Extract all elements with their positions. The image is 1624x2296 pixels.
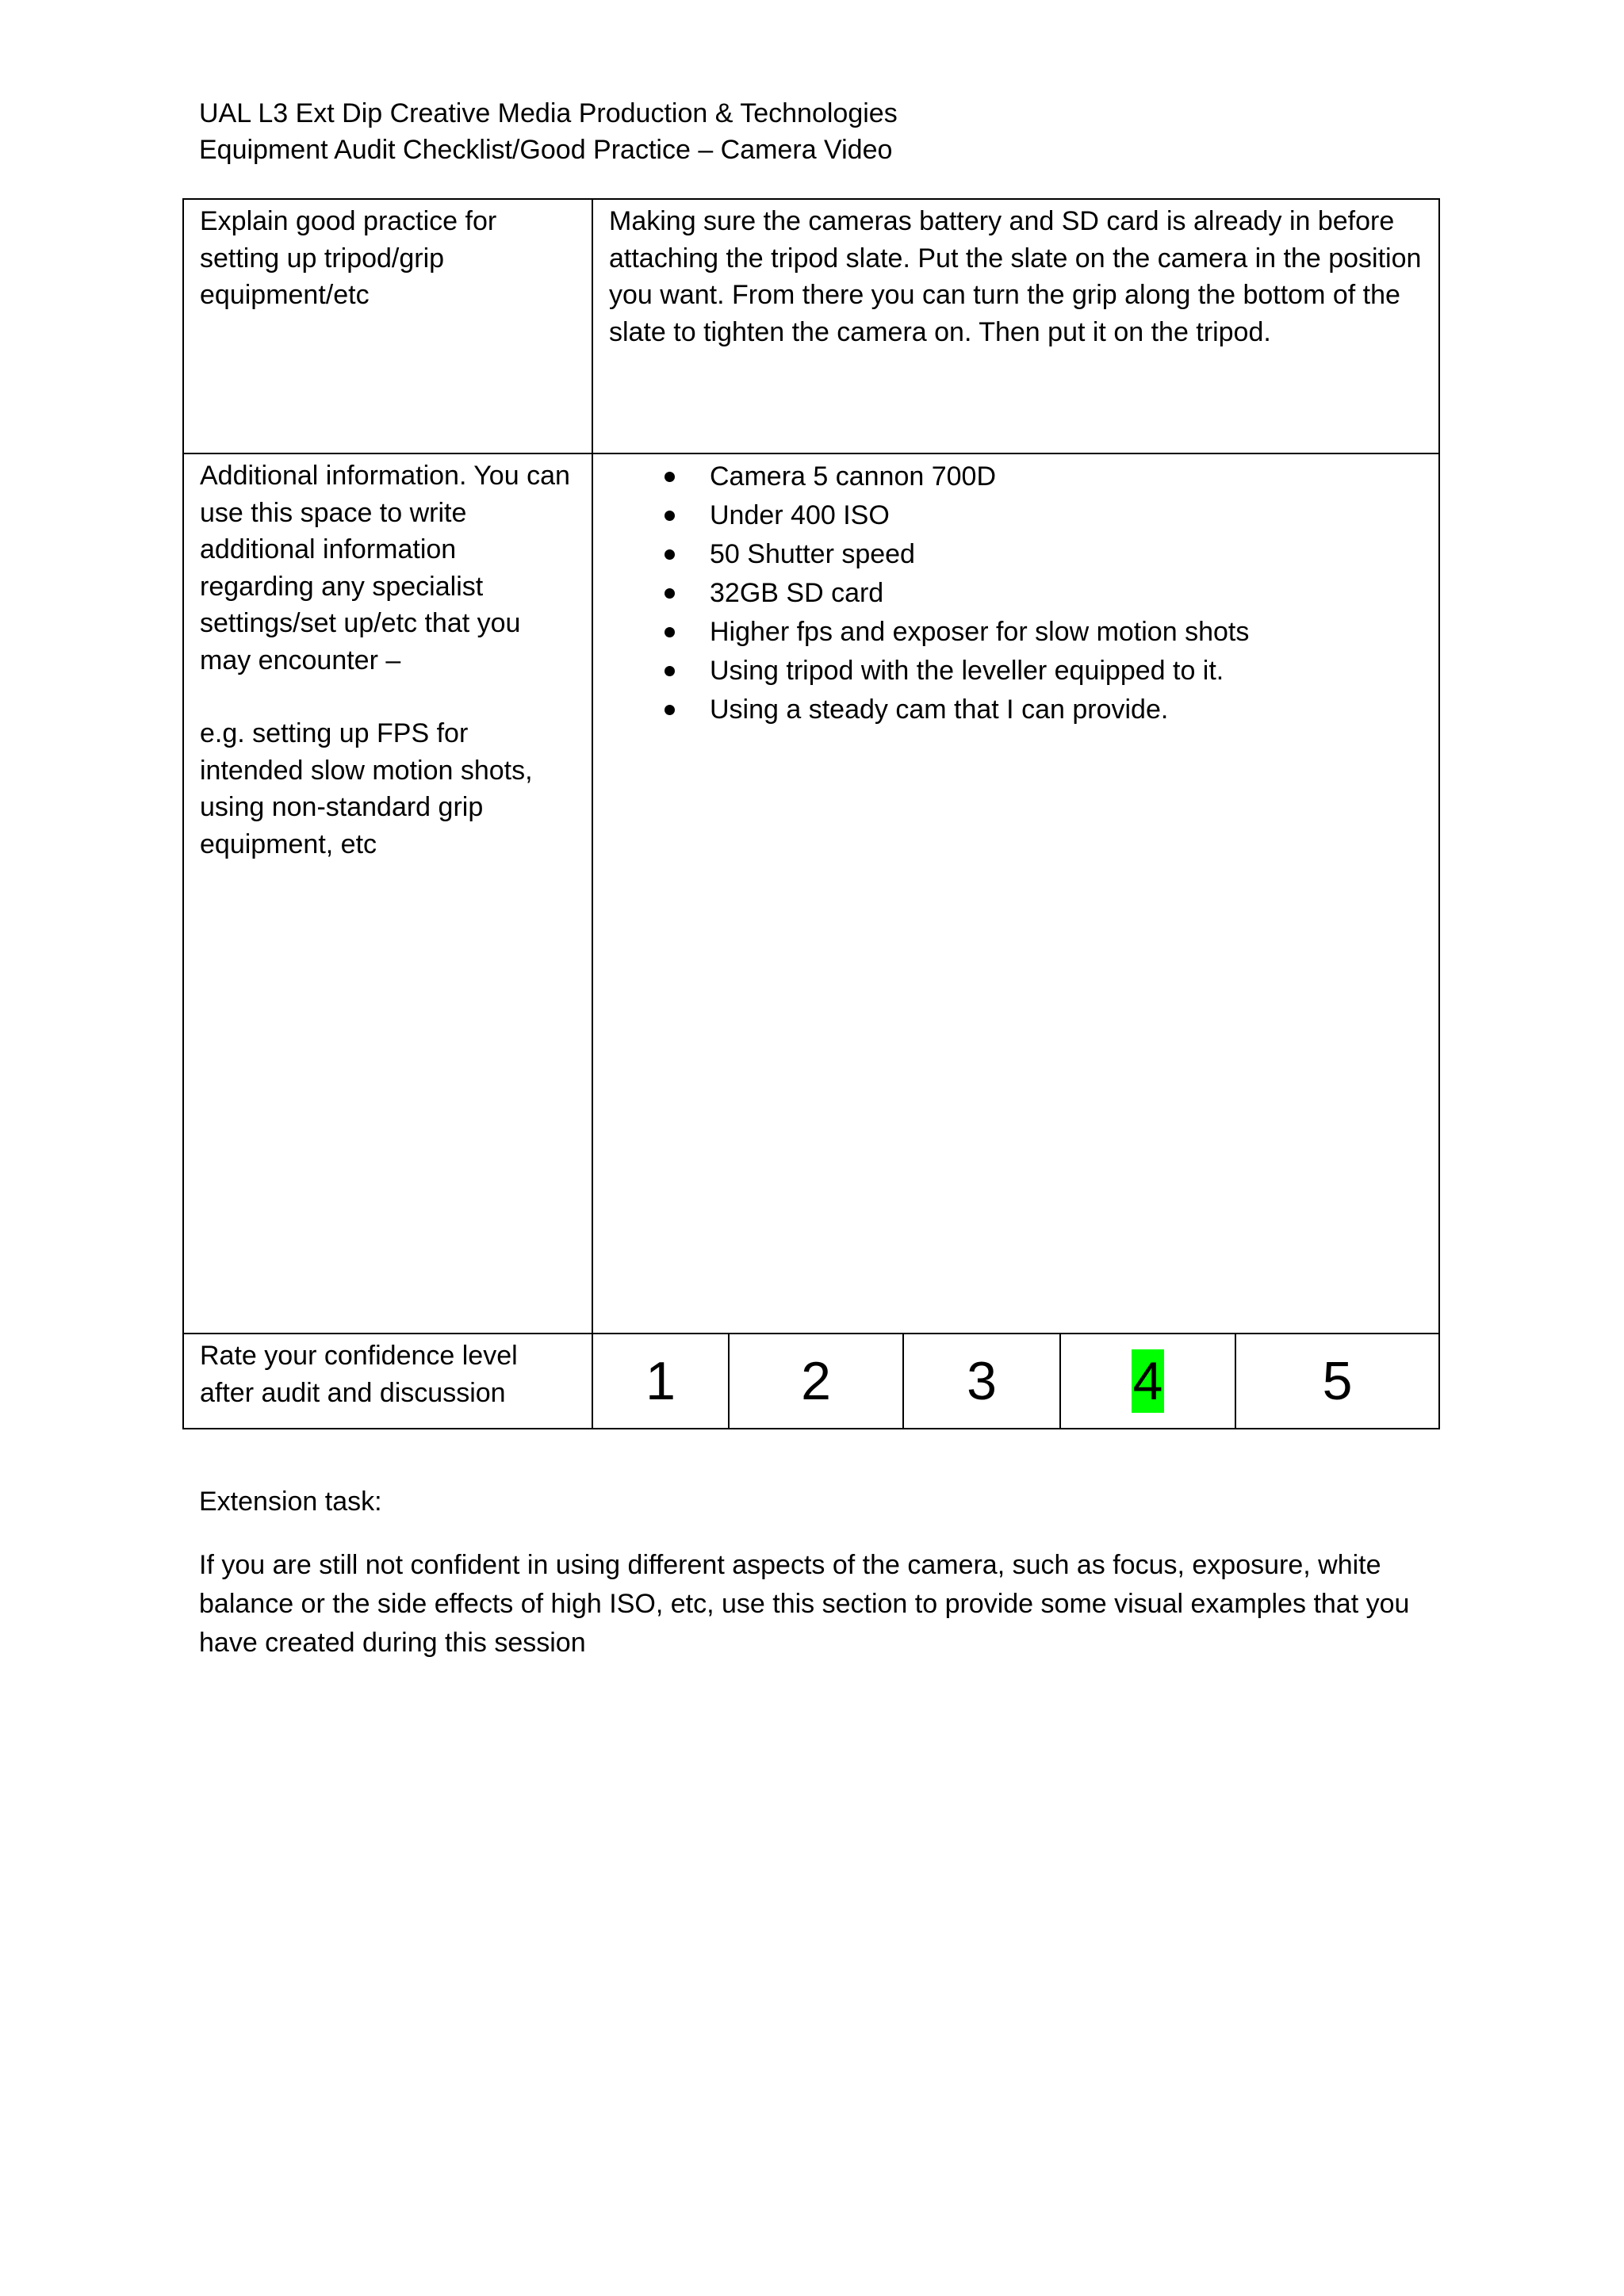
list-item: 32GB SD card — [710, 574, 1424, 613]
table-row-confidence — [183, 1334, 1439, 1429]
rating-value: 4 — [1132, 1351, 1163, 1411]
list-item: Camera 5 cannon 700D — [710, 457, 1424, 496]
confidence-question: Rate your confidence level after audit and discussion — [200, 1341, 518, 1408]
table-row-good-practice — [183, 199, 1439, 453]
extension-task-body: If you are still not confident in using different aspects of the camera, such as focus, exposure, white balance or the side effects of high ISO, etc, use this section to provide some visual examples that you have created during this session — [199, 1550, 1410, 1658]
list-item: Under 400 ISO — [710, 496, 1424, 535]
document-header — [199, 95, 898, 168]
list-item: Using a steady cam that I can provide. — [710, 691, 1424, 729]
rating-value: 2 — [801, 1351, 831, 1411]
good-practice-answer: Making sure the cameras battery and SD card is already in before attaching the tripod slate. Put the slate on the camera in the position you want. From there you can turn the grip along the bottom of the slate to tighten the camera on. Then put it on the tripod. — [609, 206, 1422, 347]
table-row-additional-info — [183, 453, 1439, 1334]
audit-table — [182, 198, 1440, 1429]
question-cell — [183, 199, 592, 453]
rating-value: 3 — [967, 1351, 997, 1411]
list-item: Using tripod with the leveller equipped to it. — [710, 652, 1424, 691]
additional-info-list — [609, 457, 1424, 729]
rating-option-4[interactable] — [1060, 1334, 1235, 1428]
rating-option-1[interactable] — [593, 1334, 729, 1428]
question-cell — [183, 453, 592, 1334]
extension-task-title: Extension task: — [199, 1487, 382, 1517]
answer-cell[interactable] — [592, 199, 1439, 453]
confidence-rating-scale — [593, 1334, 1438, 1428]
rating-option-3[interactable] — [903, 1334, 1060, 1428]
list-item: 50 Shutter speed — [710, 535, 1424, 574]
document-title: Equipment Audit Checklist/Good Practice – Camera Video — [199, 135, 893, 165]
question-cell — [183, 1334, 592, 1429]
good-practice-question: Explain good practice for setting up tripod/grip equipment/etc — [200, 206, 497, 310]
rating-value: 5 — [1322, 1351, 1353, 1411]
extension-task-section — [199, 1483, 1452, 1663]
additional-info-example: e.g. setting up FPS for intended slow motion shots, using non-standard grip equipment, etc — [200, 718, 533, 859]
rating-value: 1 — [645, 1351, 676, 1411]
rating-cell — [592, 1334, 1439, 1429]
rating-option-2[interactable] — [729, 1334, 903, 1428]
course-title: UAL L3 Ext Dip Creative Media Production & Technologies — [199, 98, 898, 128]
list-item: Higher fps and exposer for slow motion shots — [710, 613, 1424, 652]
additional-info-question: Additional information. You can use this space to write additional information regarding any specialist settings/set up/etc that you may encounter – — [200, 461, 570, 675]
rating-option-5[interactable] — [1235, 1334, 1438, 1428]
answer-cell[interactable] — [592, 453, 1439, 1334]
